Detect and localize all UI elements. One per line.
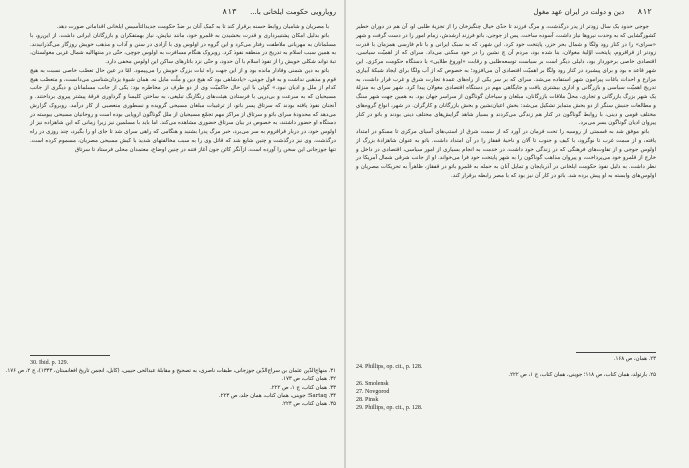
left-paragraph-3: باتو به دین شمنی وفادار مانده بود و از این جهت راه ثبات بزرگ خویش را می‌پیمود. امّا در عین حال تعصّب خاصی نسبت به هیچ قوم و مذهبی نداشت و به قول جوینی، «پادشاهی بود که هیچ دین و ملّت مایل نه. همان شیوهٔ یزدان‌شناسی می‌دانست، و متعصّب هیچ کدام از ملل و ادیان نبود.» گوئی با این حال حاکمیّت وی از دو طرف در مخاطره بود: یکی از جانب مسلمانان و دیگری از جانب مسیحیان که به سرعت و بی‌درپی با فرستادن هیئت‌های رنگارنگ تبلیغی، به ساختن کلیسا و گرداوری فرقهٔ پیشتر پیروی برداختند. و آنجنان نفوذ یافته بودند که سرتاق پسر باتو، از ترغیبات مبلغان مسیحی گرویده و نسطوری منعصبی از کار درآمد. روبروک گزارش می‌دهد که محدودهٔ سرای باتو و سرتاق از مراکز مهم تجمّع مسیحیان از ملل گوناگون اروپایی بوده است و روحانیان مسیحی بیوسته در دستگاه او حضور داشتند، به خصوص در بیان سرتاق حضوری مشاهده می‌کند. اما باید با مسلمین نیز زیرا زمانی که این شاهزاده نیز از اولوس خود، در دربار قراقروم به سر می‌برد، خبر مرگ پدرا بشنید و هنگامی که راهی سرای شد تا جای او را بگیرد، چند روزی در راه درگذشت. وی نیز درگذشت و چنین شایع شد که قاتل وی را به سبب مخالفتهای شدید با کیش مسیحی مصریان، مسموم کرده است. تنها جوزجانی این سخن را آورده است، ازآنگر کائن جون آغاز فتنه در چنین اوضاع، معتمدان محلی فرستاد تا سرتاق bbox=[30, 67, 336, 153]
left-footnote-31: ۳۱. منهاج‌الدّین عثمان بن سراج‌الدّین جوزجانی، طبقات ناصری، به تصحیح و مقابلهٔ عبدالحی حبیبی، (کابل، انجمن تاریخ افغانستان، ۱۳۴۳)، ج ۲، ص ۱۷۶. bbox=[5, 368, 336, 375]
right-footnote-28: 28. Pinsk bbox=[356, 397, 379, 404]
right-footnotes bbox=[356, 355, 656, 412]
left-page-header-title: رویارویی حکومت ایلخانی با... bbox=[250, 8, 336, 16]
right-paragraph-1: جوجی حدود یک سال زودتر از پدر درگذشت، و مرگ فرزند تا حدّی خیال چنگیزخان را از تجزیهٔ طلبی او، آن هم در دوران خطیر کشورگشایی که به وحدت نیروها نیاز داشت، آسوده ساخت. پس از جوجی، باتو فرزند ارشدش، زمام امور را در دست گرفت و شهر «سرای» را در کنار رود ولگا و شمال بحر خزر، پایتخت خود کرد. این شهر، که به سبک ایرانی و با نام فارسی همزمان با قدرت زودتر از قراقروم، پایتخت اوّلیهٔ مغولان، بنا شده بود، مردم آن چ نشین را در خود سکنی می‌داد. سرای که از اهمیّت سیاسی، اقتصادی خاصی برخوردار بود، دلیلی دیگر است بر سیاست توسعه‌طلبی و رقابت «اوروغ طلایی» با دستگاه حکومت مرکزی. این شهر قاعد ه بود و برای پیشبرد در کنار رود ولگا بر اهمیّت اقتصادی آن می‌افزود؛ به خصوص که از آب ولگا برای ایجاد شبکهٔ آبیاری مزارع و احداث باغات پیرامون شهر استفاده می‌شد. سرای که بر سر یکی از راه‌های عمدهٔ تجارت شرق و غرب قرار داشت، به تدریج اهمیّت سیاسی و بازرگانی و اداری بیشتری یافت و جایگاهی مهم در دستگاه اقتصادی مغولان پیدا کرد. شهر سرای به منزلهٔ یک شهر بزرگ بازرگانی و تجاری، محلّ ملاقات بازرگانان، مبلغان و سیاحان گوناگون از سراسر جهان بود. به همین جهت شهر سنگ و مطالعات جنبش سنگر از دو بخش متمایز تشکیل می‌شد: بخش اعیان‌نشین و بخش بازرگانان و کارگران. در شهر، انواع گروه‌های مختلف قومی و دینی، با روابط گوناگون در کنار هم زندگی می‌کردند و بسیار شاهد گرایش‌های مختلف دینی بودند و باتو در کنار پیروان ادیان گوناگون بسر می‌برد. bbox=[356, 24, 656, 127]
left-footnote-33: ۳۳. همان کتاب، ج ۱، ص ۲۲۲. bbox=[270, 384, 336, 391]
right-page-body bbox=[356, 23, 656, 343]
left-footnotes bbox=[5, 359, 336, 408]
left-footnote-30: 30. Ibid. p. 129. bbox=[30, 360, 69, 366]
left-paragraph-2: باتو بدلیل امکان پشتیبرداری و قدرت بخشیدن به قلمرو خود، مانند نیاپش، نیاز بهمتفکران و بازرگانان ایرانی داشت. از این‌رو، با مسلمانان به مهربانی ملاطفت رفتار می‌کرد و این گروه در اولوس وی با آزادی در سنن و آداب و مذهب خویش روزگار می‌گذرانیدند. به همین سبب اسلام به تدریج در منطقه نفوذ کرد. روبروک هنگام مسافرت به اولوس جوچی، حتّی در منتهاالیه شمال غربی مغولستان، تبهٔ تواند شکلی خویش را از تفوذ اسلام با آن حدود، و حتّی نزد باتارهای ساکن این اولوس مخفی دارد. bbox=[30, 32, 336, 65]
right-footnote-rule bbox=[576, 352, 656, 353]
left-footnote-32: ۳۲. همان کتاب، ص ۱۷۳. bbox=[281, 376, 336, 383]
left-page-number: ۸۱۳ bbox=[222, 7, 237, 16]
right-footnote-26: 26. Smolensk bbox=[356, 380, 389, 387]
left-footnote-35: ۳۵. همان کتاب، ص ۲۲۴. bbox=[281, 401, 336, 408]
right-paragraph-2: باتو موفق شد به قسمتی از روسیه را تحت فرمان در آورد که از سمت شرق از استپ‌های آسیای مرکزی تا مسکو در امتداد یافته، و از سمت غرب تا نوگرود، با کیف و جنوب تا آلان و ناحیهٔ قفقاز را در آن امتداد داشت. باتو به عنوان شاهزادهٔ بزرگ از اولوس جوجی و از تفاوت‌های فرهنگی که در زندگی خود داشت، در خدمت به انجام بسیاری از امور سیاسی، اقتصادی در داخل و خارج از قلمرو خود می‌پرداخت، و پیروان مذاهب گوناگون را به شهر پایتخت خود فرا می‌خواند. او از جانب شرقی شمال آمریکا در نظر داشت. به دلیل نفوذ حکومت ایلخانی در آذربایجان و تمایل آنان به حمله به قلمرو باتو در قفقاز، ظاهراً به تحریکات مصریان و اولوس‌های وابسته به او پیش برده شد. باتو در کار آن نیز بود که با مصر رابطه برقرار کند. bbox=[356, 129, 656, 179]
right-footnote-27: 27. Novgorod bbox=[356, 388, 390, 395]
left-page bbox=[0, 0, 344, 468]
left-paragraph-1: با مصریان و شامیان روابط حسنه برقرار کند تا به کمک آنان بر ضدّ حکومت جدیدالتأسیس ایلخانی اقداماتی صورت دهد. bbox=[56, 24, 329, 30]
left-page-header bbox=[38, 7, 336, 16]
right-footnote-29: 29. Phillips, op. cit., p. 128. bbox=[356, 405, 423, 412]
right-page-header bbox=[356, 7, 652, 16]
right-page bbox=[346, 0, 689, 468]
right-footnote-25: ۲۵. بارتولد، همان کتاب، ص ۱۱۸؛ جوینی، همان کتاب، ج ۱، ص ۲۲۲. bbox=[508, 372, 656, 379]
right-page-number: ۸۱۲ bbox=[637, 7, 652, 16]
right-footnote-23: ۲۳. همان، ص ۱۶۸. bbox=[613, 356, 656, 362]
left-footnote-34: ۳۴. Sartaq؛ جوینی، همان کتاب، همان جلد، ص ۲۲۳. bbox=[218, 392, 336, 399]
right-footnote-24: 24. Phillips, op. cit., p. 128. bbox=[356, 364, 423, 371]
right-page-header-title: دین و دولت در ایران عهد مغول bbox=[533, 8, 625, 16]
left-footnote-rule bbox=[30, 355, 110, 356]
left-page-body bbox=[30, 23, 336, 335]
